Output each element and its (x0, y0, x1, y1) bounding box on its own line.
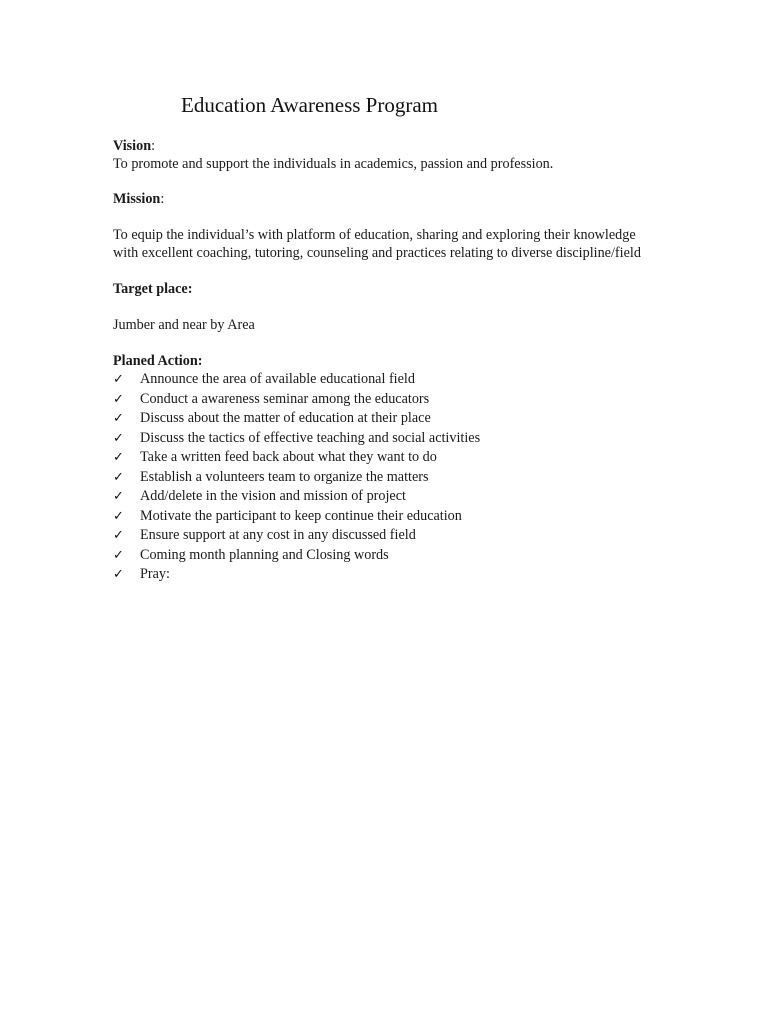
action-item-text: Establish a volunteers team to organize the matters (140, 468, 429, 485)
action-item (113, 448, 673, 468)
checkmark-icon: ✓ (113, 528, 124, 543)
mission-text: To equip the individual’s with platform of education, sharing and exploring their knowledge with excellent coaching, tutoring, counseling and practices relating to diverse discipline/field (113, 227, 641, 261)
action-item-text: Coming month planning and Closing words (140, 546, 389, 563)
checkmark-icon: ✓ (113, 411, 124, 426)
action-item-text: Discuss about the matter of education at their place (140, 410, 431, 426)
action-item (113, 546, 673, 566)
target-place-heading (113, 280, 673, 298)
checkmark-icon: ✓ (113, 372, 124, 387)
mission-colon: : (160, 191, 165, 207)
action-item-text: Take a written feed back about what they want to do (140, 449, 437, 465)
planed-action-label: Planed Action: (113, 353, 203, 369)
document-title: Education Awareness Program (181, 93, 439, 117)
vision-text: To promote and support the individuals in academics, passion and profession. (113, 156, 554, 172)
checkmark-icon: ✓ (113, 547, 124, 563)
vision-label: Vision (113, 138, 152, 154)
action-item-text: Ensure support at any cost in any discussed field (140, 527, 416, 543)
action-item (113, 370, 673, 390)
planed-action-list (113, 370, 673, 585)
action-item (113, 468, 673, 488)
target-place-text: Jumber and near by Area (113, 317, 255, 333)
action-item (113, 526, 673, 546)
checkmark-icon: ✓ (113, 469, 124, 485)
action-item-text: Pray: (140, 566, 170, 582)
checkmark-icon: ✓ (113, 508, 124, 524)
action-item-text: Add/delete in the vision and mission of project (140, 488, 406, 504)
planed-action-heading (113, 352, 673, 370)
vision-colon: : (151, 138, 156, 154)
checkmark-icon: ✓ (113, 489, 124, 504)
target-place-label: Target place: (113, 281, 193, 297)
action-item-text: Motivate the participant to keep continue their education (140, 507, 462, 524)
mission-heading (113, 190, 673, 208)
action-item-text: Discuss the tactics of effective teaching and social activities (140, 429, 481, 446)
checkmark-icon: ✓ (113, 430, 124, 446)
checkmark-icon: ✓ (113, 567, 124, 582)
checkmark-icon: ✓ (113, 391, 124, 407)
action-item-text: Conduct a awareness seminar among the educators (140, 390, 430, 407)
action-item (113, 390, 673, 410)
checkmark-icon: ✓ (113, 450, 124, 465)
action-item (113, 429, 673, 449)
action-item (113, 487, 673, 507)
action-item (113, 409, 673, 429)
vision-heading (113, 137, 673, 155)
document-body (113, 137, 673, 585)
action-item (113, 507, 673, 527)
mission-label: Mission (113, 191, 161, 207)
action-item (113, 565, 673, 585)
action-item-text: Announce the area of available educational field (140, 371, 415, 387)
